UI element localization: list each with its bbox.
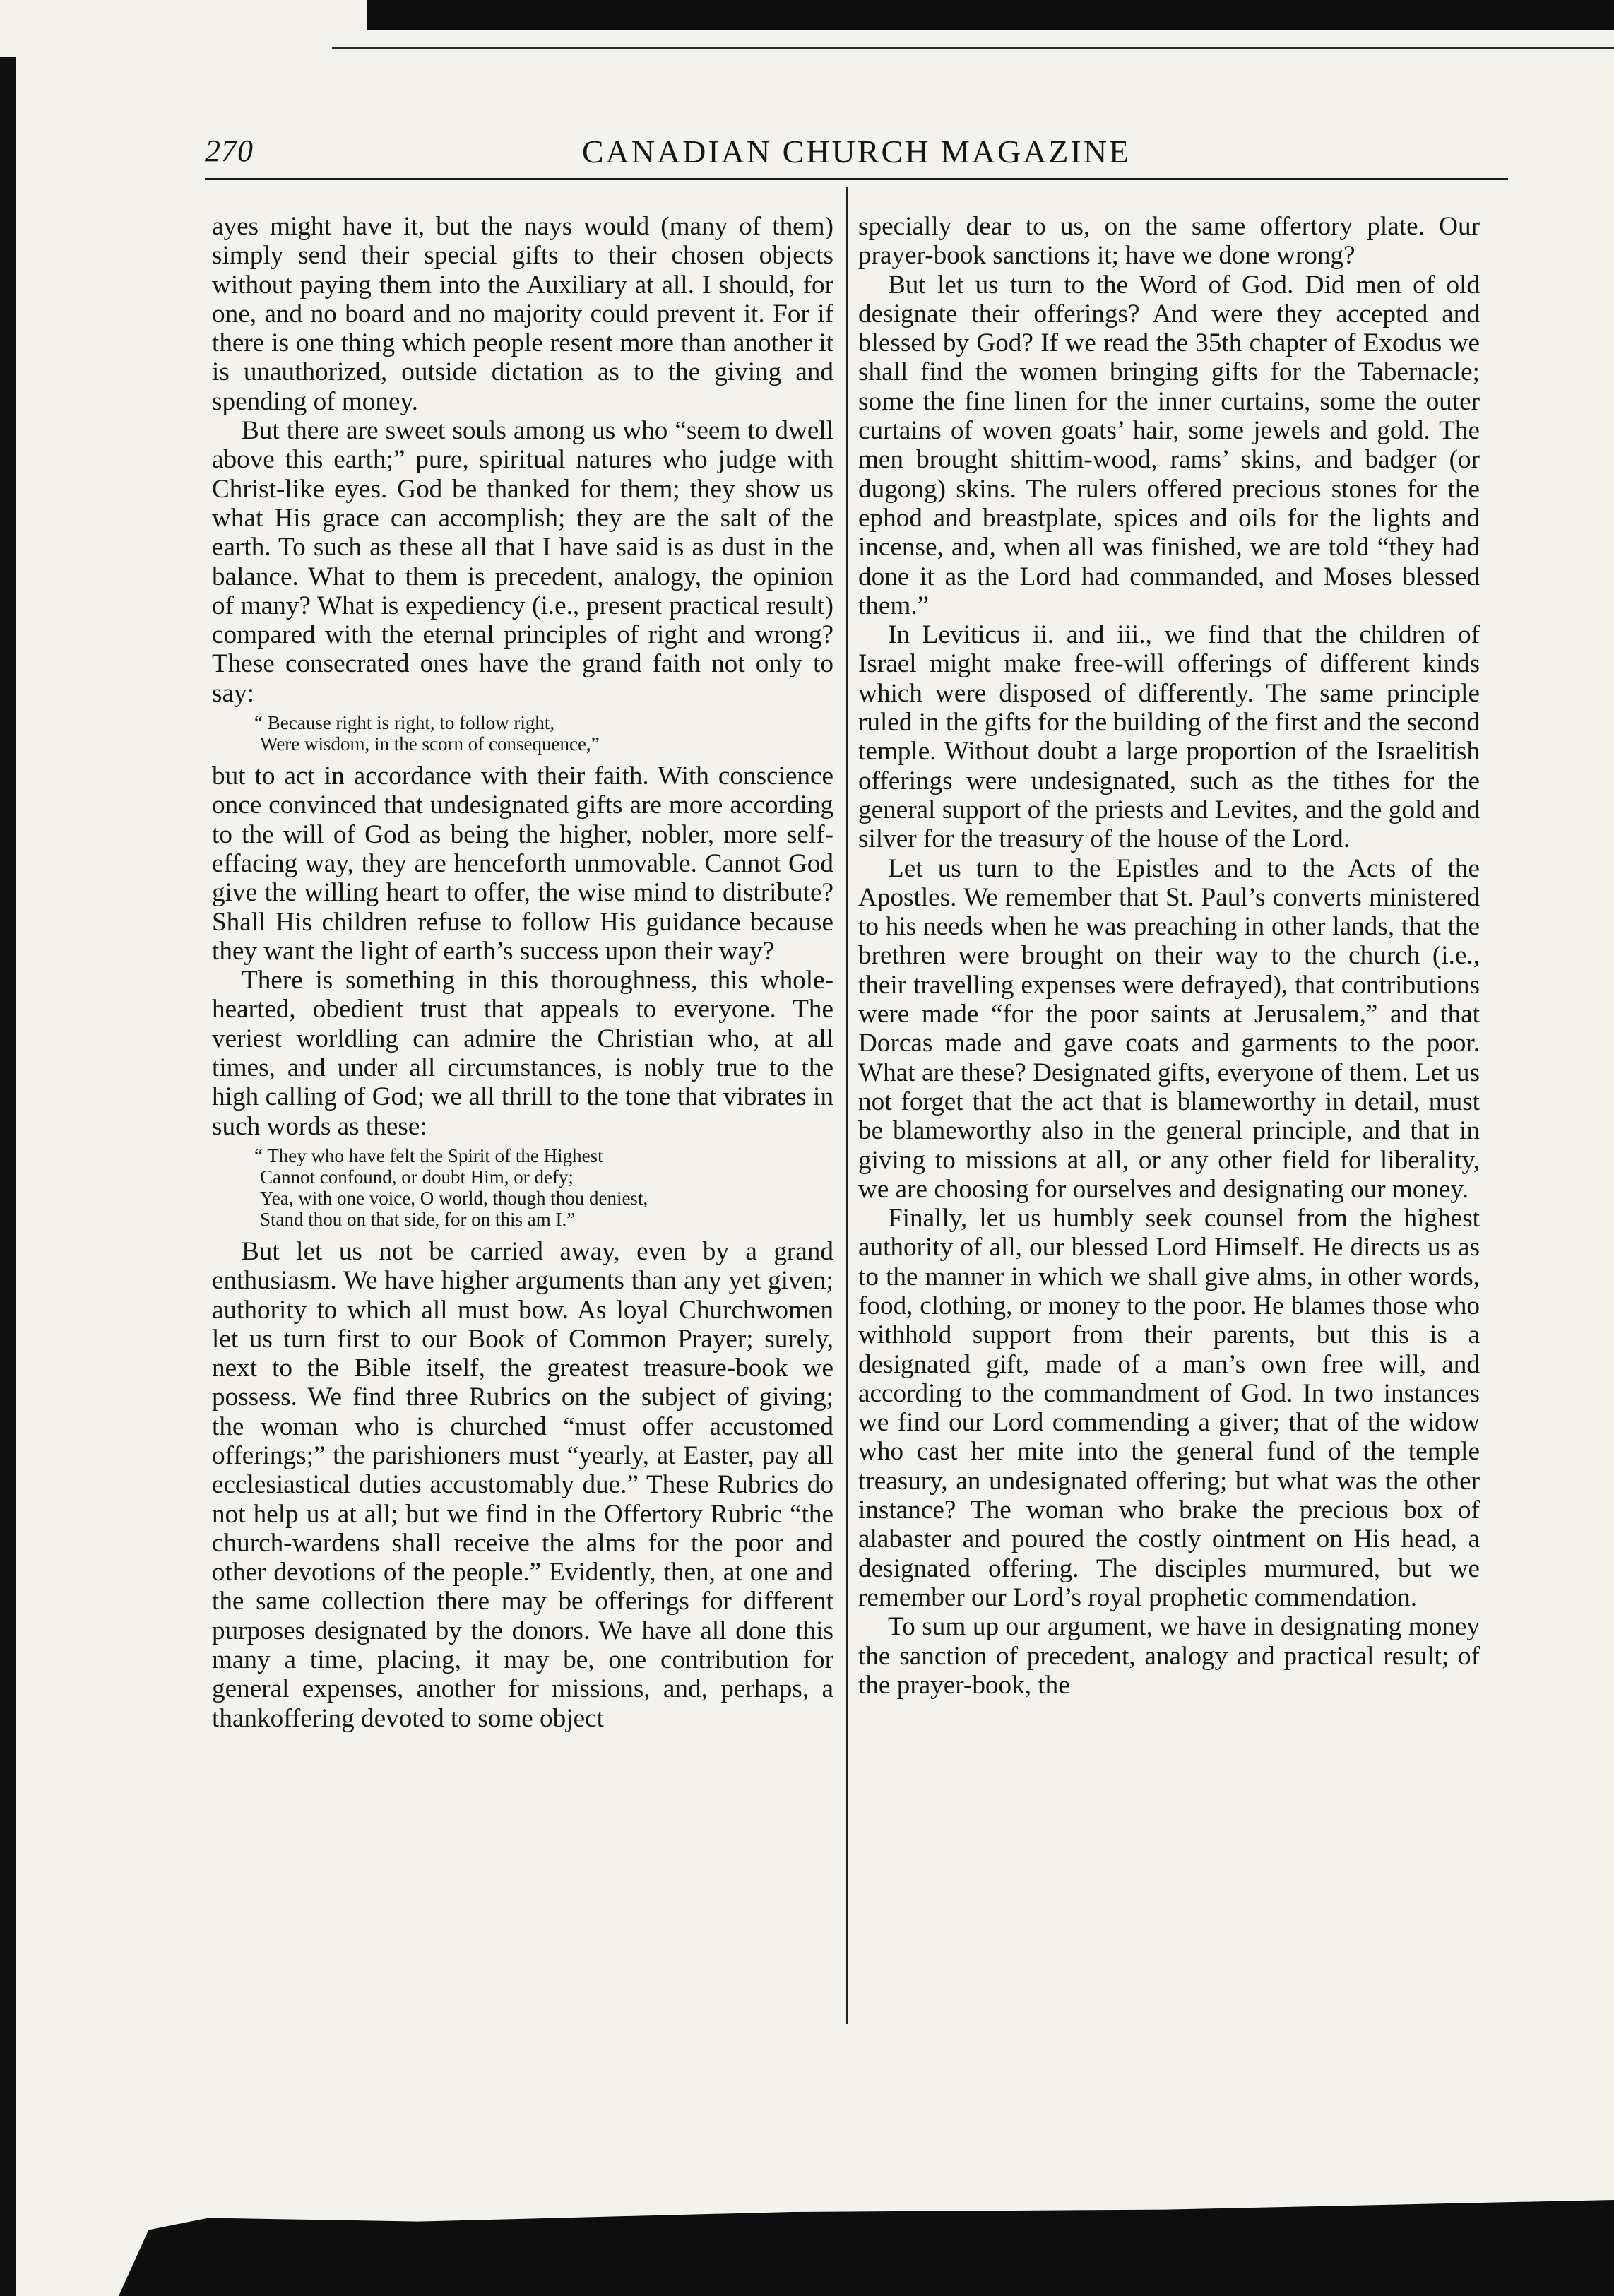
scan-edge-left — [0, 57, 16, 2296]
scan-edge-bottom — [119, 2176, 1614, 2296]
verse-quote — [212, 1145, 833, 1230]
verse-line: “ They who have felt the Spirit of the Highest — [254, 1144, 603, 1166]
page-header — [205, 133, 1508, 175]
paragraph: Finally, let us humbly seek counsel from the highest authority of all, our blessed Lord Himself. He directs us as to the manner in which we shall give alms, in other words, food, clothing, or money to the poor. He blames those who withhold support from their parents, but this is a designated gift, made of a man’s own free will, and according to the commandment of God. In two instances we find our Lord commending a giver; that of the widow who cast her mite into the general fund of the temple treasury, an undesignated offering; but what was the other instance? The woman who brake the precious box of alabaster and poured the costly ointment on His head, a designated offering. The disciples murmured, but we remember our Lord’s royal prophetic commendation. — [858, 1204, 1480, 1612]
page-number: 270 — [205, 134, 254, 168]
verse-line: “ Because right is right, to follow right, — [254, 712, 555, 734]
paragraph: But let us not be carried away, even by a grand enthusiasm. We have higher arguments than any yet given; authority to which all must bow. As loyal Churchwomen let us turn first to our Book of Common Prayer; surely, next to the Bible itself, the greatest treasure-book we possess. We find three Rubrics on the subject of giving; the woman who is churched “must offer accustomed offerings;” the parishioners must “yearly, at Easter, pay all ecclesiastical duties accustomably due.” These Rubrics do not help us at all; but we find in the Offertory Rubric “the church-wardens shall receive the alms for the poor and other devotions of the people.” Evidently, then, at one and the same collection there may be offerings for different purposes designated by the donors. We have all done this many a time, placing, it may be, one contribution for general expenses, another for missions, and, perhaps, a thankoffering devoted to some object — [212, 1236, 833, 1733]
header-rule — [205, 178, 1508, 180]
paragraph: But there are sweet souls among us who “seem to dwell above this earth;” pure, spiritual natures who judge with Christ-like eyes. God be thanked for them; they show us what His grace can accomplish; they are the salt of the earth. To such as these all that I have said is as dust in the balance. What to them is precedent, analogy, the opinion of many? What is expediency (i.e., present practical result) compared with the eternal principles of right and wrong? These consecrated ones have the grand faith not only to say: — [212, 416, 833, 708]
verse-line: Cannot confound, or doubt Him, or defy; — [260, 1166, 574, 1188]
verse-quote — [212, 712, 833, 755]
paragraph: but to act in accordance with their faith. With conscience once convinced that undesignated gifts are more according to the will of God as being the higher, nobler, more self-effacing way, they are henceforth unmovable. Cannot God give the willing heart to offer, the wise mind to distribute? Shall His children refuse to follow His guidance because they want the light of earth’s success upon their way? — [212, 762, 833, 966]
paragraph: There is something in this thoroughness, this whole-hearted, obedient trust that appeals to everyone. The veriest worldling can admire the Christian who, at all times, and under all circumstances, is nobly true to the high calling of God; we all thrill to the tone that vibrates in such words as these: — [212, 966, 833, 1141]
verse-line: Stand thou on that side, for on this am I.” — [260, 1208, 576, 1230]
paragraph: Let us turn to the Epistles and to the Acts of the Apostles. We remember that St. Paul’s converts ministered to his needs when he was preaching in other lands, that the brethren were brought on their way to the church (i.e., their travelling expenses were defrayed), that contributions were made “for the poor saints at Jerusalem,” and that Dorcas made and gave coats and garments to the poor. What are these? Designated gifts, everyone of them. Let us not forget that the act that is blameworthy in detail, must be blameworthy also in the general principle, and that in giving to missions at all, or any other field for liberality, we are choosing for ourselves and designating our money. — [858, 853, 1480, 1204]
paragraph: In Leviticus ii. and iii., we find that the children of Israel might make free-will offerings of different kinds which were disposed of differently. The same principle ruled in the gifts for the building of the first and the second temple. Without doubt a large proportion of the Israelitish offerings were undesignated, such as the tithes for the general support of the priests and Levites, and the gold and silver for the treasury of the house of the Lord. — [858, 620, 1480, 854]
right-column — [858, 212, 1480, 1700]
verse-line: Were wisdom, in the scorn of consequence,” — [260, 733, 600, 755]
paragraph: To sum up our argument, we have in designating money the sanction of precedent, analogy and practical result; of the prayer-book, the — [858, 1612, 1480, 1700]
paragraph: ayes might have it, but the nays would (many of them) simply send their special gifts to their chosen objects without paying them into the Auxiliary at all. I should, for one, and no board and no majority could prevent it. For if there is one thing which people resent more than another it is unauthorized, outside dictation as to the giving and spending of money. — [212, 212, 833, 416]
left-column — [212, 212, 833, 1733]
running-title: CANADIAN CHURCH MAGAZINE — [581, 134, 1132, 170]
verse-line: Yea, with one voice, O world, though thou deniest, — [260, 1187, 648, 1209]
paragraph: But let us turn to the Word of God. Did men of old designate their offerings? And were they accepted and blessed by God? If we read the 35th chapter of Exodus we shall find the women bringing gifts for the Tabernacle; some the fine linen for the inner curtains, some the outer curtains of woven goats’ hair, some jewels and gold. The men brought shittim-wood, rams’ skins, and badger (or dugong) skins. The rulers offered precious stones for the ephod and breastplate, spices and oils for the lights and incense, and, when all was finished, we are told “they had done it as the Lord had commanded, and Moses blessed them.” — [858, 270, 1480, 620]
paragraph: specially dear to us, on the same offertory plate. Our prayer-book sanctions it; have we done wrong? — [858, 212, 1480, 271]
scan-edge-top — [367, 0, 1614, 30]
scan-line-top — [332, 47, 1614, 49]
column-divider — [846, 187, 848, 2024]
